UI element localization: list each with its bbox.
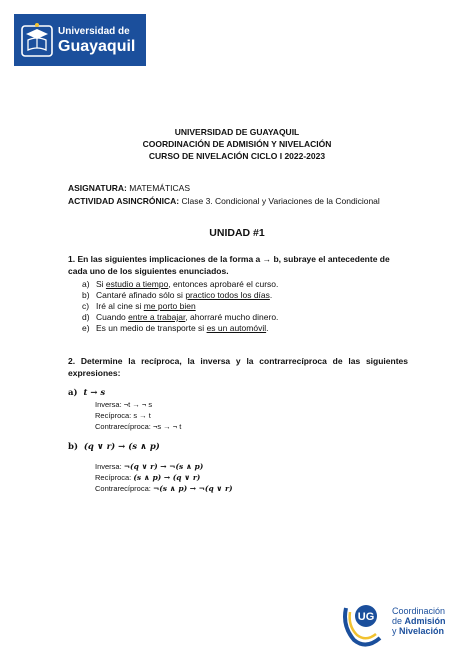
svg-text:UG: UG — [357, 611, 375, 623]
part-b-contrarreciproca: Contrarecíproca: ¬(s ∧ p) → ¬(q ∨ r) — [95, 484, 233, 493]
university-emblem-icon — [20, 20, 54, 60]
university-title: UNIVERSIDAD DE GUAYAQUIL — [174, 127, 300, 137]
logo-text-line1: Universidad de — [58, 26, 130, 37]
logo-text-line2: Guayaquil — [58, 38, 136, 55]
part-a-contrarreciproca: Contrarecíproca: ¬s → ¬ t — [95, 422, 182, 431]
part-b-answers — [95, 461, 233, 494]
list-item: e) Es un medio de transporte si es un automóvil. — [82, 323, 269, 333]
coordination-logo — [340, 598, 464, 648]
activity-line — [68, 196, 380, 206]
subject-label: ASIGNATURA: — [68, 183, 127, 193]
list-item: d) Cuando entre a trabajar, ahorraré mucho dinero. — [82, 312, 279, 322]
part-a-expression: a) t → s — [68, 388, 106, 398]
list-item: b) Cantaré afinado sólo si practico todos los días. — [82, 290, 273, 300]
part-b-reciproca: Recíproca: (s ∧ p) → (q ∨ r) — [95, 473, 201, 482]
subject-line — [68, 183, 190, 193]
part-a-reciproca: Recíproca: s → t — [95, 411, 151, 420]
subject-value: MATEMÁTICAS — [126, 183, 190, 193]
coordination-emblem-icon — [340, 598, 386, 648]
question-1-text: 1. En las siguientes implicaciones de la forma a → b, subraye el antecedente de cada uno de los siguientes enunciados. — [68, 254, 390, 276]
activity-value: Clase 3. Condicional y Variaciones de la Condicional — [179, 196, 380, 206]
part-b-expression: b) (q ∨ r) → (s ∧ p) — [68, 442, 160, 452]
part-a-inversa: Inversa: ¬t → ¬ s — [95, 400, 153, 409]
part-a-answers — [95, 399, 181, 432]
question-2-text: 2. Determine la recíproca, la inversa y la contrarrecíproca de las siguientes expresiones: — [68, 356, 408, 378]
list-item: a) Si estudio a tiempo, entonces aprobaré el curso. — [82, 279, 279, 289]
question-1-list — [82, 279, 278, 334]
coordination-title: COORDINACIÓN DE ADMISIÓN Y NIVELACIÓN — [142, 139, 332, 149]
coordination-text: Coordinación de Admisión y Nivelación — [392, 606, 446, 636]
unit-title: UNIDAD #1 — [209, 227, 265, 239]
part-b-inversa: Inversa: ¬(q ∨ r) → ¬(s ∧ p) — [95, 462, 204, 471]
list-item: c) Iré al cine si me porto bien — [82, 301, 196, 311]
activity-label: ACTIVIDAD ASINCRÓNICA: — [68, 196, 180, 206]
course-title: CURSO DE NIVELACIÓN CICLO I 2022-2023 — [148, 151, 326, 161]
